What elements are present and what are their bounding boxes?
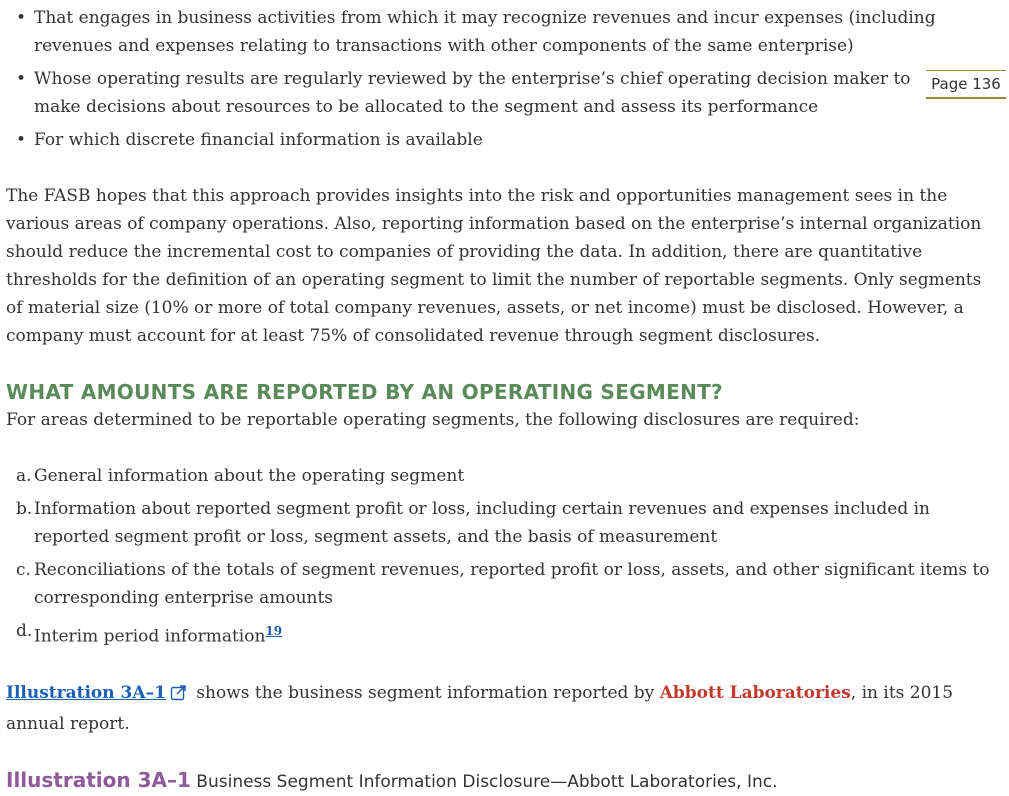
list-item-text: For which discrete financial information is available bbox=[34, 130, 483, 150]
list-item-text: That engages in business activities from which it may recognize revenues and incur expenses (including revenues and expenses relating to transactions with other components of the same enterprise) bbox=[34, 8, 936, 56]
list-item bbox=[6, 126, 1002, 154]
body-paragraph: The FASB hopes that this approach provides insights into the risk and opportunities management sees in the various areas of company operations. Also, reporting information based on the enterprise’s internal organization should reduce the incremental cost to companies of providing the data. In addition, there are quantitative thresholds for the definition of an operating segment to limit the number of reportable segments. Only segments of material size (10% or more of total company revenues, assets, or net income) must be disclosed. However, a company must account for at least 75% of consolidated revenue through segment disclosures. bbox=[6, 186, 982, 346]
list-item bbox=[6, 495, 1002, 551]
external-link-icon[interactable] bbox=[170, 682, 187, 710]
bullet-icon: • bbox=[16, 69, 27, 89]
list-marker: c. bbox=[16, 560, 31, 580]
page-marker: Page 136 bbox=[926, 70, 1006, 99]
list-marker: d. bbox=[16, 621, 33, 641]
list-marker: b. bbox=[16, 499, 33, 519]
caption-label: Illustration 3A–1 bbox=[6, 767, 191, 792]
bullet-icon: • bbox=[16, 130, 27, 150]
illustration-link[interactable]: Illustration 3A–1 bbox=[6, 682, 166, 703]
footnote-link[interactable]: 19 bbox=[265, 624, 283, 638]
list-item-text: Whose operating results are regularly reviewed by the enterprise’s chief operating decision maker to make decisions about resources to be allocated to the segment and assess its performance bbox=[34, 69, 911, 117]
document-body bbox=[6, 4, 1002, 796]
company-name: Abbott Laboratories bbox=[659, 682, 851, 703]
list-item bbox=[6, 462, 1002, 490]
caption-title: Business Segment Information Disclosure—Abbott Laboratories, Inc. bbox=[196, 771, 778, 792]
section-heading: WHAT AMOUNTS ARE REPORTED BY AN OPERATING SEGMENT? bbox=[6, 380, 723, 404]
segment-criteria-list bbox=[6, 4, 1002, 154]
list-item bbox=[6, 4, 1002, 60]
list-item bbox=[6, 556, 1002, 612]
list-item bbox=[6, 65, 1002, 121]
list-marker: a. bbox=[16, 466, 32, 486]
footnote-ref bbox=[265, 623, 282, 639]
intro-text: For areas determined to be reportable operating segments, the following disclosures are required: bbox=[6, 410, 860, 430]
list-item-text: General information about the operating segment bbox=[34, 466, 465, 486]
list-item-text: Reconciliations of the totals of segment revenues, reported profit or loss, assets, and other significant items to corresponding enterprise amounts bbox=[34, 560, 990, 608]
disclosure-list bbox=[6, 462, 1002, 651]
reference-text: shows the business segment information reported by bbox=[190, 682, 660, 703]
bullet-icon: • bbox=[16, 8, 27, 28]
illustration-reference bbox=[6, 679, 1002, 738]
list-item-text: Interim period information bbox=[34, 626, 266, 647]
illustration-caption bbox=[6, 766, 1002, 796]
list-item bbox=[6, 617, 1002, 651]
list-item-text: Information about reported segment profit or loss, including certain revenues and expenses included in reported segment profit or loss, segment assets, and the basis of measurement bbox=[34, 499, 930, 547]
reference-text-end: , in its 2015 annual report. bbox=[6, 682, 954, 734]
